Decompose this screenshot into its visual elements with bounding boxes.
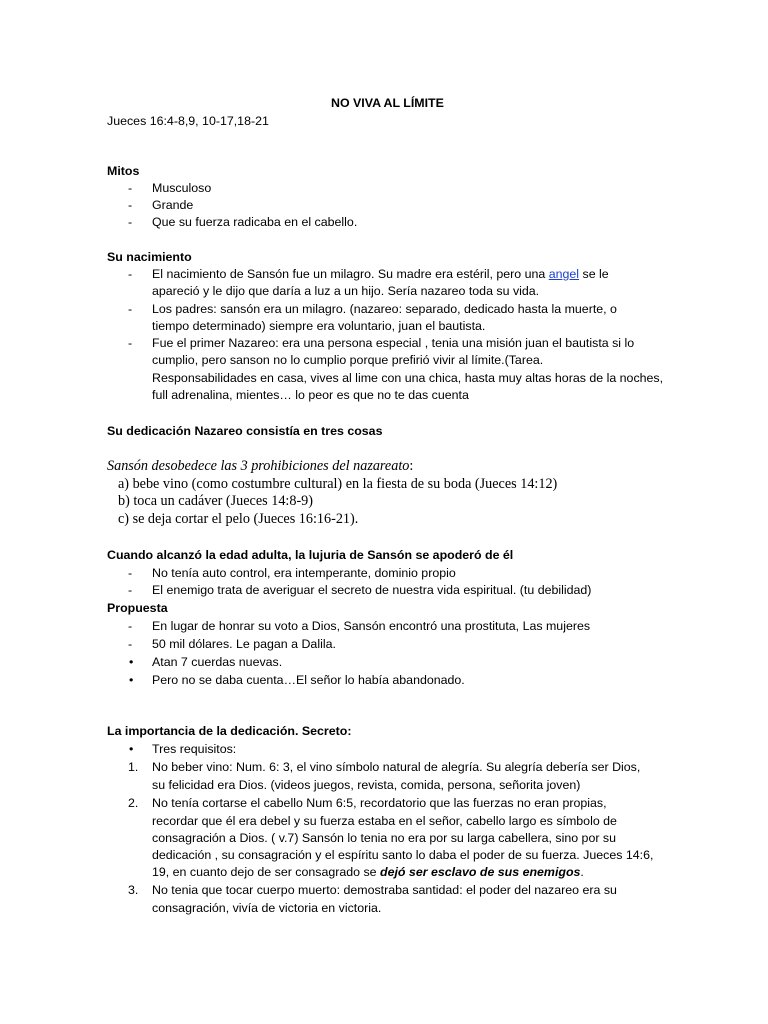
dash-marker: - [128, 198, 133, 212]
prohibicion-c: c) se deja cortar el pelo (Jueces 16:16-21). [118, 511, 359, 527]
number-marker: 2. [128, 796, 139, 810]
nacimiento-item-1-line-2: apareció y le dijo que daría a luz a un hijo. Sería nazareo toda su vida. [152, 284, 540, 298]
dedicacion-heading: Su dedicación Nazareo consistía en tres cosas [107, 424, 383, 438]
dash-marker: - [128, 215, 133, 229]
nacimiento-heading: Su nacimiento [107, 250, 192, 264]
dash-marker: - [128, 336, 133, 350]
dash-marker: - [128, 637, 133, 651]
dash-marker: - [128, 302, 133, 316]
number-marker: 1. [128, 760, 139, 774]
dash-marker: - [128, 267, 133, 281]
requisito-1-line-1: No beber vino: Num. 6: 3, el vino símbolo natural de alegría. Su alegría debería ser Dios, [152, 760, 641, 774]
nacimiento-item-2-line-1: Los padres: sansón era un milagro. (nazareo: separado, dedicado hasta la muerte, o [152, 302, 617, 316]
propuesta-item: Pero no se daba cuenta…El señor lo había abandonado. [152, 673, 465, 687]
page-title: NO VIVA AL LÍMITE [331, 96, 444, 110]
requisito-2-line-4: dedicación , su consagración y el espíritu santo lo daba el poder de su fuerza. Jueces 14:6, [152, 848, 654, 862]
requisito-2-line-5-end: . [580, 865, 584, 879]
prohibiciones-intro [107, 457, 413, 475]
nacimiento-item-3-line-2: cumplio, pero sanson no lo cumplio porque prefirió vivir al límite.(Tarea. [152, 353, 544, 367]
nacimiento-item-3-line-3: Responsabilidades en casa, vives al lime con una chica, hasta muy altas horas de la noches, [152, 371, 664, 385]
nacimiento-item-1-text: El nacimiento de Sansón fue un milagro. Su madre era estéril, pero una [152, 267, 549, 281]
dash-marker: - [128, 619, 133, 633]
requisito-2-emphasis: dejó ser esclavo de sus enemigos [380, 865, 581, 879]
nacimiento-item-1-text-end: se le [579, 267, 609, 281]
adulta-item: El enemigo trata de averiguar el secreto de nuestra vida espiritual. (tu debilidad) [152, 583, 592, 597]
mitos-item: Grande [152, 198, 194, 212]
importancia-bullet: Tres requisitos: [152, 742, 237, 756]
requisito-3-line-2: consagración, vivía de victoria en victoria. [152, 901, 382, 915]
number-marker: 3. [128, 883, 139, 897]
prohibiciones-intro-text: Sansón desobedece las 3 prohibiciones del nazareato [107, 458, 410, 474]
nacimiento-item-2-line-2: tiempo determinado) siempre era voluntario, juan el bautista. [152, 319, 486, 333]
propuesta-heading: Propuesta [107, 601, 168, 615]
importancia-heading: La importancia de la dedicación. Secreto: [107, 724, 352, 738]
requisito-2-line-3: consagración a Dios. ( v.7) Sansón lo tenia no era por su larga cabellera, sino por su [152, 831, 616, 845]
prohibicion-a: a) bebe vino (como costumbre cultural) en la fiesta de su boda (Jueces 14:12) [118, 476, 558, 492]
bullet-marker: • [129, 742, 134, 756]
dash-marker: - [128, 181, 133, 195]
scripture-reference: Jueces 16:4-8,9, 10-17,18-21 [107, 114, 269, 128]
mitos-item: Musculoso [152, 181, 212, 195]
requisito-2-line-5 [152, 863, 584, 881]
nacimiento-item-1-line-1 [152, 265, 609, 283]
dash-marker: - [128, 583, 133, 597]
mitos-item: Que su fuerza radicaba en el cabello. [152, 215, 358, 229]
dash-marker: - [128, 566, 133, 580]
requisito-1-line-2: su felicidad era Dios. (videos juegos, revista, comida, persona, señorita joven) [152, 778, 581, 792]
propuesta-item: Atan 7 cuerdas nuevas. [152, 655, 283, 669]
bullet-marker: • [129, 655, 134, 669]
requisito-2-line-5-text: 19, en cuanto dejo de ser consagrado se [152, 865, 381, 879]
prohibiciones-colon: : [409, 458, 414, 474]
nacimiento-item-3-line-1: Fue el primer Nazareo: era una persona especial , tenia una misión juan el bautista si lo [152, 336, 635, 350]
adulta-heading: Cuando alcanzó la edad adulta, la lujuria de Sansón se apoderó de él [107, 548, 514, 562]
prohibicion-b: b) toca un cadáver (Jueces 14:8-9) [118, 493, 313, 509]
requisito-3-line-1: No tenia que tocar cuerpo muerto: demostraba santidad: el poder del nazareo era su [152, 883, 617, 897]
angel-link[interactable]: angel [548, 267, 580, 281]
requisito-2-line-1: No tenía cortarse el cabello Num 6:5, recordatorio que las fuerzas no eran propias, [152, 796, 607, 810]
propuesta-item: 50 mil dólares. Le pagan a Dalila. [152, 637, 336, 651]
adulta-item: No tenía auto control, era intemperante, dominio propio [152, 566, 456, 580]
bullet-marker: • [129, 673, 134, 687]
requisito-2-line-2: recordar que él era debel y su fuerza estaba en el señor, cabello largo es símbolo de [152, 814, 617, 828]
nacimiento-item-3-line-4: full adrenalina, mientes… lo peor es que no te das cuenta [152, 388, 469, 402]
mitos-heading: Mitos [107, 164, 140, 178]
propuesta-item: En lugar de honrar su voto a Dios, Sansón encontró una prostituta, Las mujeres [152, 619, 591, 633]
